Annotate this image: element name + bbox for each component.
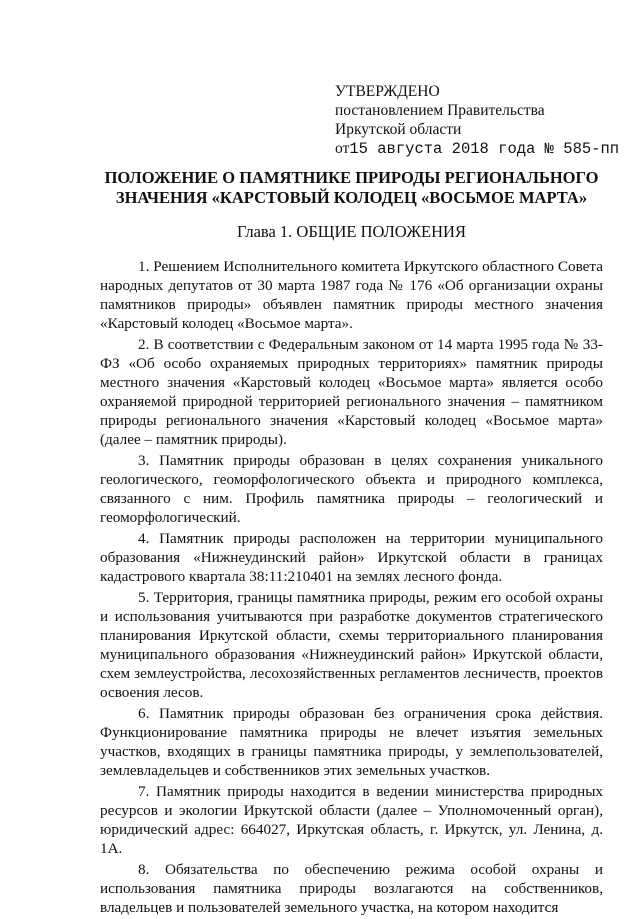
paragraph-2: 2. В соответствии с Федеральным законом от 14 марта 1995 года № 33-ФЗ «Об особо охраняемых природных территориях» памятник природы местного значения «Карстовый колодец «Восьмое марта» является особо охраняемой природной территорией регионального значения – памятником природы регионального значения «Карстовый колодец «Восьмое марта» (далее – памятник природы).: [100, 336, 603, 448]
paragraph-4: 4. Памятник природы расположен на территории муниципального образования «Нижнеудинский район» Иркутской области в границах кадастрового квартала 38:11:210401 на землях лесного фонда.: [100, 530, 603, 585]
approval-date-line: [335, 139, 619, 159]
paragraph-6: 6. Памятник природы образован без ограничения срока действия. Функционирование памятника природы не влечет изъятия земельных участков, входящих в границы памятника природы, у землепользователей, землевладельцев и собственников этих земельных участков.: [100, 705, 603, 779]
paragraph-5: 5. Территория, границы памятника природы, режим его особой охраны и использования учитываются при разработке документов стратегического планирования Иркутской области, схемы территориального планирования муниципального образования «Нижнеудинский район» Иркутской области, схем землеустройства, лесохозяйственных регламентов лесничеств, проектов освоения лесов.: [100, 589, 603, 701]
approval-line-1: постановлением Правительства: [335, 102, 545, 119]
approval-stamp: [335, 82, 619, 159]
chapter-heading: Глава 1. ОБЩИЕ ПОЛОЖЕНИЯ: [237, 222, 466, 241]
document-title: ПОЛОЖЕНИЕ О ПАМЯТНИКЕ ПРИРОДЫ РЕГИОНАЛЬНОГО ЗНАЧЕНИЯ «КАРСТОВЫЙ КОЛОДЕЦ «ВОСЬМОЕ МАРТА»: [104, 168, 599, 207]
paragraph-8: 8. Обязательства по обеспечению режима особой охраны и использования памятника природы возлагаются на собственников, владельцев и пользователей земельного участка, на котором находится: [100, 861, 603, 916]
paragraph-7: 7. Памятник природы находится в ведении министерства природных ресурсов и экологии Иркутской области (далее – Уполномоченный орган), юридический адрес: 664027, Иркутская область, г. Иркутск, ул. Ленина, д. 1А.: [100, 783, 603, 857]
document-body: [100, 257, 603, 919]
paragraph-3: 3. Памятник природы образован в целях сохранения уникального геологического, геоморфологического объекта и природного комплекса, связанного с ним. Профиль памятника природы – геологический и геоморфологический.: [100, 452, 603, 526]
paragraph-1: 1. Решением Исполнительного комитета Иркутского областного Совета народных депутатов от 30 марта 1987 года № 176 «Об организации охраны памятников природы» объявлен памятник природы местного значения «Карстовый колодец «Восьмое марта».: [100, 258, 603, 332]
approval-date-number: 15 августа 2018 года № 585-пп: [349, 140, 620, 158]
approval-line-2: Иркутской области: [335, 121, 462, 138]
approval-heading: УТВЕРЖДЕНО: [335, 83, 440, 100]
approval-from: от: [335, 140, 350, 157]
